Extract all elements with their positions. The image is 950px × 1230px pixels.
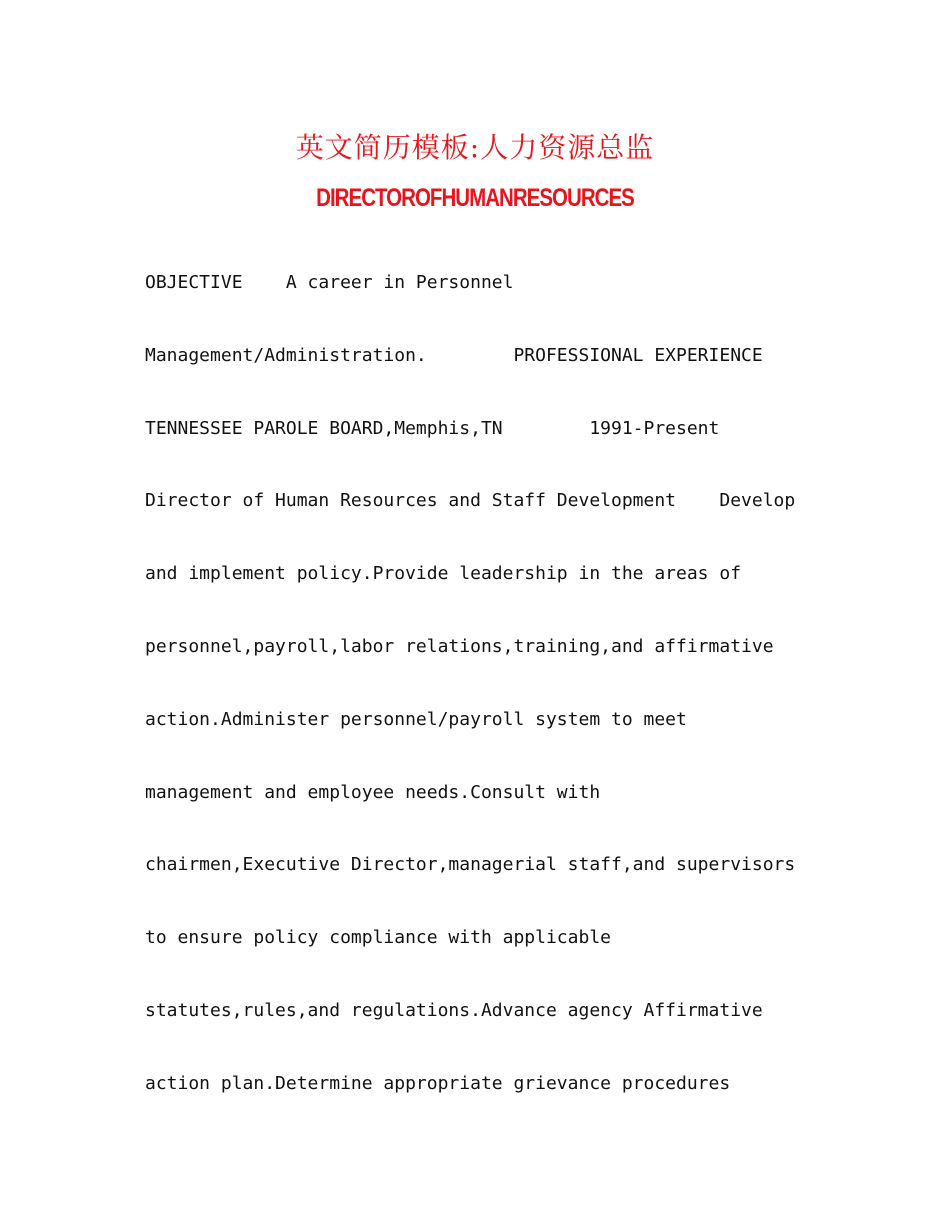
text-line: to ensure policy compliance with applicable (145, 927, 611, 949)
text-line: statutes,rules,and regulations.Advance agency Affirmative (145, 999, 763, 1021)
resume-body (145, 266, 845, 1140)
document-title-chinese: 英文简历模板:人力资源总监 (295, 131, 655, 164)
text-line: chairmen,Executive Director,managerial staff,and supervisors (145, 854, 796, 876)
text-line: OBJECTIVE A career in Personnel (145, 272, 514, 293)
text-line: Director of Human Resources and Staff Development Develop (145, 490, 796, 512)
text-line: personnel,payroll,labor relations,training,and affirmative (145, 635, 774, 657)
text-line: and implement policy.Provide leadership in the areas of (145, 563, 742, 585)
document-title-english: DIRECTOROFHUMANRESOURCES (316, 184, 634, 212)
text-line: Management/Administration. PROFESSIONAL EXPERIENCE (145, 344, 763, 366)
text-line: action plan.Determine appropriate grievance procedures (145, 1072, 731, 1094)
text-line: management and employee needs.Consult with (145, 781, 601, 803)
text-line: action.Administer personnel/payroll system to meet (145, 708, 687, 730)
text-line: TENNESSEE PAROLE BOARD,Memphis,TN 1991-Present (145, 417, 720, 439)
